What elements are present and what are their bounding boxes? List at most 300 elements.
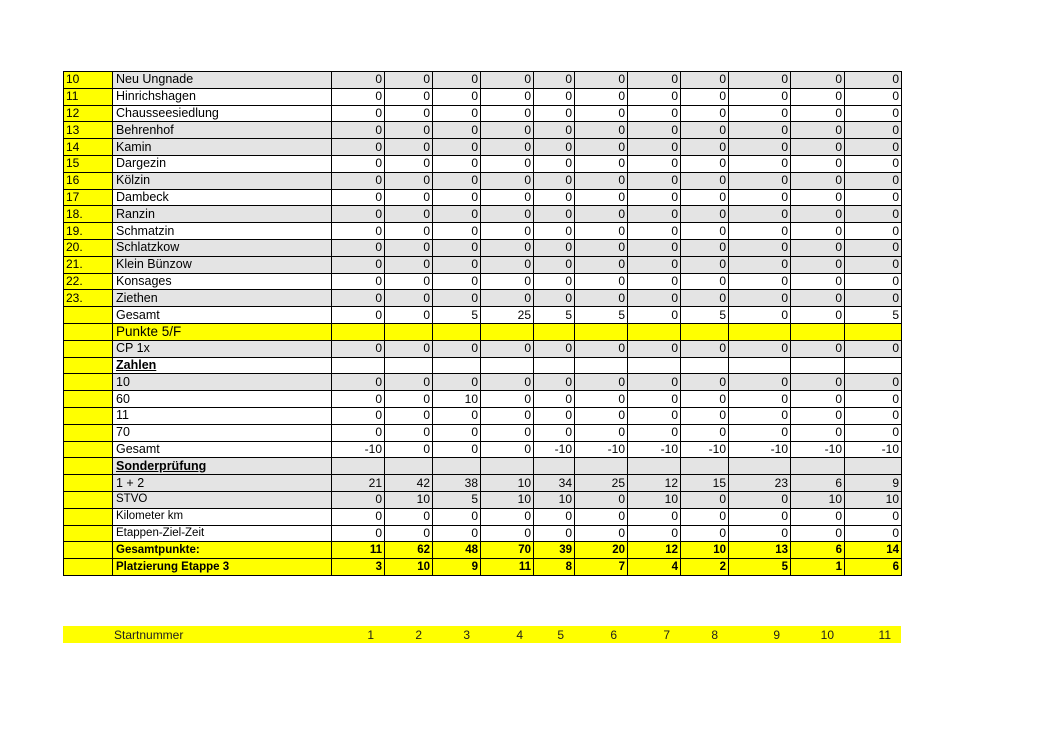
table-row bbox=[64, 491, 902, 508]
value-cell: 0 bbox=[481, 88, 534, 105]
row-label-cell: Klein Bünzow bbox=[113, 256, 332, 273]
table-row bbox=[64, 239, 902, 256]
value-cell: 0 bbox=[791, 72, 845, 89]
value-cell: 6 bbox=[845, 559, 902, 576]
value-cell: 0 bbox=[628, 172, 681, 189]
value-cell: 0 bbox=[628, 105, 681, 122]
value-cell: 0 bbox=[433, 139, 481, 156]
table-row bbox=[64, 223, 902, 240]
value-cell: 0 bbox=[681, 374, 729, 391]
value-cell: 0 bbox=[575, 139, 628, 156]
value-cell: 0 bbox=[575, 491, 628, 508]
value-cell bbox=[729, 458, 791, 475]
value-cell bbox=[534, 357, 575, 374]
value-cell: 0 bbox=[481, 273, 534, 290]
value-cell: 1 bbox=[791, 559, 845, 576]
startnummer-value-cell: 8 bbox=[680, 626, 728, 643]
row-label-cell: Neu Ungnade bbox=[113, 72, 332, 89]
value-cell: 0 bbox=[385, 307, 433, 324]
value-cell: 0 bbox=[729, 122, 791, 139]
table-row bbox=[64, 407, 902, 424]
table-row bbox=[64, 508, 902, 525]
value-cell: 7 bbox=[575, 559, 628, 576]
row-label-cell: Kölzin bbox=[113, 172, 332, 189]
value-cell: 0 bbox=[681, 508, 729, 525]
value-cell: 8 bbox=[534, 559, 575, 576]
value-cell: 0 bbox=[791, 273, 845, 290]
value-cell bbox=[481, 458, 534, 475]
value-cell: 0 bbox=[433, 340, 481, 357]
value-cell: 0 bbox=[481, 105, 534, 122]
startnummer-value-cell: 9 bbox=[728, 626, 790, 643]
startnummer-value-cell: 3 bbox=[432, 626, 480, 643]
value-cell: 0 bbox=[575, 88, 628, 105]
value-cell: -10 bbox=[575, 441, 628, 458]
value-cell: 0 bbox=[385, 206, 433, 223]
value-cell: 0 bbox=[628, 72, 681, 89]
row-label-cell: Kamin bbox=[113, 139, 332, 156]
value-cell: 0 bbox=[332, 88, 385, 105]
value-cell: 12 bbox=[628, 542, 681, 559]
row-label-cell: Gesamtpunkte: bbox=[113, 542, 332, 559]
value-cell: 0 bbox=[332, 424, 385, 441]
value-cell bbox=[433, 357, 481, 374]
value-cell: 0 bbox=[385, 223, 433, 240]
row-label-cell: Behrenhof bbox=[113, 122, 332, 139]
value-cell: 0 bbox=[385, 374, 433, 391]
value-cell: 0 bbox=[791, 374, 845, 391]
value-cell: 0 bbox=[729, 239, 791, 256]
value-cell: 0 bbox=[385, 256, 433, 273]
value-cell: 0 bbox=[628, 189, 681, 206]
value-cell: 0 bbox=[628, 239, 681, 256]
value-cell: 25 bbox=[575, 475, 628, 492]
value-cell: 5 bbox=[681, 307, 729, 324]
value-cell: 25 bbox=[481, 307, 534, 324]
value-cell: 0 bbox=[385, 441, 433, 458]
value-cell: 0 bbox=[628, 223, 681, 240]
value-cell: 0 bbox=[481, 391, 534, 408]
row-label-cell: Sonderprüfung bbox=[113, 458, 332, 475]
value-cell: 0 bbox=[681, 239, 729, 256]
value-cell: 0 bbox=[332, 223, 385, 240]
value-cell: 0 bbox=[575, 206, 628, 223]
value-cell: 0 bbox=[575, 525, 628, 542]
value-cell bbox=[534, 458, 575, 475]
value-cell: 0 bbox=[729, 88, 791, 105]
row-number-cell bbox=[64, 391, 113, 408]
value-cell: 0 bbox=[575, 290, 628, 307]
table-row bbox=[64, 542, 902, 559]
table-row bbox=[64, 391, 902, 408]
value-cell: 10 bbox=[385, 559, 433, 576]
row-label-cell: Schlatzkow bbox=[113, 239, 332, 256]
value-cell: 0 bbox=[729, 172, 791, 189]
value-cell: 0 bbox=[575, 391, 628, 408]
value-cell: 0 bbox=[332, 525, 385, 542]
value-cell bbox=[433, 458, 481, 475]
value-cell: 0 bbox=[729, 290, 791, 307]
value-cell: 0 bbox=[845, 391, 902, 408]
startnummer-value-cell: 7 bbox=[627, 626, 680, 643]
value-cell: 11 bbox=[332, 542, 385, 559]
row-label-cell: Ranzin bbox=[113, 206, 332, 223]
value-cell: 0 bbox=[385, 155, 433, 172]
score-sheet-body bbox=[64, 72, 902, 576]
row-label-cell: 60 bbox=[113, 391, 332, 408]
table-row bbox=[64, 88, 902, 105]
value-cell: 0 bbox=[385, 139, 433, 156]
value-cell: 0 bbox=[791, 424, 845, 441]
table-row bbox=[64, 206, 902, 223]
value-cell: 0 bbox=[534, 256, 575, 273]
value-cell: 0 bbox=[433, 374, 481, 391]
value-cell: 0 bbox=[791, 407, 845, 424]
value-cell: 0 bbox=[332, 290, 385, 307]
value-cell bbox=[332, 458, 385, 475]
value-cell bbox=[385, 357, 433, 374]
table-row bbox=[64, 424, 902, 441]
value-cell: 0 bbox=[534, 72, 575, 89]
value-cell: 6 bbox=[791, 475, 845, 492]
row-label-cell: 1 + 2 bbox=[113, 475, 332, 492]
value-cell: 0 bbox=[628, 155, 681, 172]
value-cell: 0 bbox=[385, 172, 433, 189]
value-cell: 0 bbox=[332, 491, 385, 508]
value-cell: -10 bbox=[332, 441, 385, 458]
value-cell bbox=[534, 323, 575, 340]
value-cell: 0 bbox=[575, 407, 628, 424]
value-cell: 0 bbox=[729, 491, 791, 508]
value-cell: 0 bbox=[729, 223, 791, 240]
value-cell: 0 bbox=[433, 155, 481, 172]
row-number-cell: 20. bbox=[64, 239, 113, 256]
value-cell: 34 bbox=[534, 475, 575, 492]
value-cell: 0 bbox=[845, 525, 902, 542]
value-cell: 0 bbox=[845, 189, 902, 206]
table-row bbox=[64, 374, 902, 391]
value-cell: 5 bbox=[534, 307, 575, 324]
value-cell: 0 bbox=[681, 155, 729, 172]
value-cell: 0 bbox=[481, 407, 534, 424]
value-cell bbox=[628, 357, 681, 374]
value-cell: 0 bbox=[791, 256, 845, 273]
value-cell: 0 bbox=[791, 172, 845, 189]
row-number-cell: 10 bbox=[64, 72, 113, 89]
value-cell: 0 bbox=[681, 72, 729, 89]
value-cell: 0 bbox=[534, 206, 575, 223]
value-cell: -10 bbox=[845, 441, 902, 458]
value-cell: 0 bbox=[575, 508, 628, 525]
value-cell: 0 bbox=[433, 407, 481, 424]
value-cell: 0 bbox=[628, 206, 681, 223]
value-cell: 0 bbox=[433, 223, 481, 240]
startnummer-value-cell: 6 bbox=[574, 626, 627, 643]
value-cell: 0 bbox=[534, 139, 575, 156]
row-number-cell: 18. bbox=[64, 206, 113, 223]
value-cell: 0 bbox=[845, 206, 902, 223]
row-label-cell: Zahlen bbox=[113, 357, 332, 374]
value-cell: 0 bbox=[628, 407, 681, 424]
value-cell: 0 bbox=[729, 391, 791, 408]
value-cell: 0 bbox=[845, 122, 902, 139]
value-cell: 0 bbox=[845, 155, 902, 172]
value-cell: 0 bbox=[575, 239, 628, 256]
value-cell: 10 bbox=[791, 491, 845, 508]
value-cell: 0 bbox=[845, 105, 902, 122]
value-cell: 23 bbox=[729, 475, 791, 492]
value-cell: 5 bbox=[433, 307, 481, 324]
row-number-cell bbox=[64, 323, 113, 340]
value-cell: 0 bbox=[681, 256, 729, 273]
value-cell bbox=[845, 357, 902, 374]
value-cell: -10 bbox=[681, 441, 729, 458]
value-cell: 0 bbox=[481, 122, 534, 139]
value-cell: 0 bbox=[575, 72, 628, 89]
value-cell: 0 bbox=[791, 105, 845, 122]
value-cell: 0 bbox=[481, 340, 534, 357]
value-cell: 0 bbox=[729, 508, 791, 525]
row-number-cell bbox=[64, 559, 113, 576]
value-cell: 0 bbox=[628, 122, 681, 139]
value-cell: 0 bbox=[534, 189, 575, 206]
value-cell: 0 bbox=[729, 105, 791, 122]
value-cell: 0 bbox=[681, 88, 729, 105]
value-cell: 0 bbox=[332, 391, 385, 408]
value-cell: 0 bbox=[332, 172, 385, 189]
value-cell: 0 bbox=[791, 189, 845, 206]
value-cell: 0 bbox=[481, 155, 534, 172]
value-cell: 0 bbox=[332, 139, 385, 156]
value-cell: 0 bbox=[845, 424, 902, 441]
value-cell: 0 bbox=[534, 525, 575, 542]
value-cell: 0 bbox=[845, 407, 902, 424]
startnummer-value-cell: 5 bbox=[533, 626, 574, 643]
value-cell: 0 bbox=[681, 525, 729, 542]
value-cell: 0 bbox=[845, 340, 902, 357]
value-cell: 0 bbox=[681, 290, 729, 307]
row-number-cell: 11 bbox=[64, 88, 113, 105]
value-cell: 0 bbox=[791, 290, 845, 307]
value-cell: 0 bbox=[534, 374, 575, 391]
value-cell: 2 bbox=[681, 559, 729, 576]
table-row bbox=[64, 122, 902, 139]
value-cell: 9 bbox=[433, 559, 481, 576]
value-cell: 9 bbox=[845, 475, 902, 492]
value-cell: 0 bbox=[791, 223, 845, 240]
value-cell: 0 bbox=[332, 374, 385, 391]
value-cell: 0 bbox=[433, 525, 481, 542]
value-cell: 0 bbox=[628, 307, 681, 324]
value-cell: 0 bbox=[433, 290, 481, 307]
table-row bbox=[64, 559, 902, 576]
table-row bbox=[64, 307, 902, 324]
value-cell bbox=[729, 357, 791, 374]
value-cell: 0 bbox=[332, 122, 385, 139]
value-cell: 0 bbox=[534, 223, 575, 240]
table-row bbox=[64, 340, 902, 357]
value-cell: 3 bbox=[332, 559, 385, 576]
value-cell bbox=[681, 357, 729, 374]
table-row bbox=[64, 525, 902, 542]
value-cell bbox=[628, 323, 681, 340]
value-cell: 0 bbox=[791, 239, 845, 256]
value-cell: 0 bbox=[481, 256, 534, 273]
value-cell: 0 bbox=[332, 206, 385, 223]
value-cell: 0 bbox=[534, 391, 575, 408]
value-cell: -10 bbox=[791, 441, 845, 458]
score-sheet-table bbox=[63, 71, 902, 576]
row-number-cell bbox=[64, 441, 113, 458]
value-cell: 0 bbox=[845, 508, 902, 525]
value-cell: 0 bbox=[791, 340, 845, 357]
value-cell: 10 bbox=[481, 491, 534, 508]
row-number-cell: 15 bbox=[64, 155, 113, 172]
table-row bbox=[64, 290, 902, 307]
value-cell: 0 bbox=[845, 172, 902, 189]
startnummer-spacer bbox=[63, 626, 112, 643]
value-cell: 0 bbox=[481, 525, 534, 542]
value-cell: 0 bbox=[575, 340, 628, 357]
startnummer-value-cell: 4 bbox=[480, 626, 533, 643]
startnummer-row bbox=[63, 626, 901, 643]
value-cell bbox=[628, 458, 681, 475]
value-cell: 0 bbox=[791, 391, 845, 408]
value-cell: 0 bbox=[845, 223, 902, 240]
value-cell: 0 bbox=[729, 525, 791, 542]
value-cell: 0 bbox=[845, 374, 902, 391]
row-number-cell bbox=[64, 357, 113, 374]
value-cell: 0 bbox=[681, 491, 729, 508]
value-cell: 0 bbox=[729, 407, 791, 424]
row-number-cell bbox=[64, 340, 113, 357]
value-cell: 0 bbox=[481, 290, 534, 307]
row-number-cell: 19. bbox=[64, 223, 113, 240]
value-cell: 39 bbox=[534, 542, 575, 559]
startnummer-value-cell: 11 bbox=[844, 626, 901, 643]
row-number-cell: 22. bbox=[64, 273, 113, 290]
value-cell: 0 bbox=[791, 88, 845, 105]
table-row bbox=[64, 72, 902, 89]
value-cell: 0 bbox=[534, 88, 575, 105]
value-cell: 0 bbox=[681, 407, 729, 424]
value-cell: 0 bbox=[332, 508, 385, 525]
value-cell: 0 bbox=[681, 391, 729, 408]
value-cell: 0 bbox=[385, 407, 433, 424]
value-cell: 0 bbox=[332, 155, 385, 172]
value-cell: 0 bbox=[575, 122, 628, 139]
value-cell: 10 bbox=[534, 491, 575, 508]
row-label-cell: Dargezin bbox=[113, 155, 332, 172]
row-number-cell bbox=[64, 458, 113, 475]
value-cell: 0 bbox=[534, 508, 575, 525]
value-cell: 0 bbox=[845, 290, 902, 307]
row-label-cell: Gesamt bbox=[113, 441, 332, 458]
table-row bbox=[64, 172, 902, 189]
value-cell: 0 bbox=[628, 290, 681, 307]
value-cell: 0 bbox=[628, 374, 681, 391]
value-cell: 0 bbox=[385, 273, 433, 290]
row-number-cell bbox=[64, 374, 113, 391]
value-cell: 10 bbox=[628, 491, 681, 508]
value-cell: 0 bbox=[628, 256, 681, 273]
table-row bbox=[64, 357, 902, 374]
value-cell: 0 bbox=[385, 122, 433, 139]
value-cell: 0 bbox=[332, 307, 385, 324]
value-cell: 0 bbox=[332, 105, 385, 122]
value-cell: 0 bbox=[385, 290, 433, 307]
value-cell: 0 bbox=[681, 172, 729, 189]
value-cell: 0 bbox=[534, 340, 575, 357]
table-row bbox=[64, 273, 902, 290]
value-cell: 0 bbox=[845, 72, 902, 89]
value-cell: 0 bbox=[433, 508, 481, 525]
value-cell: 0 bbox=[729, 307, 791, 324]
value-cell bbox=[575, 357, 628, 374]
value-cell: 0 bbox=[575, 424, 628, 441]
value-cell: 0 bbox=[681, 122, 729, 139]
value-cell: 0 bbox=[729, 155, 791, 172]
value-cell: -10 bbox=[729, 441, 791, 458]
row-number-cell: 23. bbox=[64, 290, 113, 307]
row-label-cell: Gesamt bbox=[113, 307, 332, 324]
value-cell: 10 bbox=[681, 542, 729, 559]
value-cell: 0 bbox=[845, 88, 902, 105]
value-cell: 0 bbox=[433, 256, 481, 273]
value-cell: 0 bbox=[575, 223, 628, 240]
row-number-cell: 17 bbox=[64, 189, 113, 206]
value-cell: 15 bbox=[681, 475, 729, 492]
value-cell: 0 bbox=[628, 273, 681, 290]
value-cell: 48 bbox=[433, 542, 481, 559]
row-label-cell: 11 bbox=[113, 407, 332, 424]
value-cell: 0 bbox=[628, 88, 681, 105]
table-row bbox=[64, 256, 902, 273]
value-cell: 0 bbox=[729, 374, 791, 391]
value-cell: 0 bbox=[845, 239, 902, 256]
value-cell: 0 bbox=[628, 340, 681, 357]
value-cell: -10 bbox=[534, 441, 575, 458]
value-cell: 0 bbox=[681, 273, 729, 290]
value-cell: 0 bbox=[729, 189, 791, 206]
value-cell: 0 bbox=[845, 139, 902, 156]
value-cell: 0 bbox=[332, 239, 385, 256]
value-cell: 6 bbox=[791, 542, 845, 559]
value-cell: 5 bbox=[575, 307, 628, 324]
value-cell: 0 bbox=[332, 189, 385, 206]
value-cell: 0 bbox=[681, 105, 729, 122]
value-cell: 0 bbox=[433, 105, 481, 122]
value-cell: 0 bbox=[534, 407, 575, 424]
value-cell: 0 bbox=[681, 340, 729, 357]
value-cell: 0 bbox=[534, 122, 575, 139]
value-cell: 62 bbox=[385, 542, 433, 559]
value-cell bbox=[332, 323, 385, 340]
row-number-cell bbox=[64, 508, 113, 525]
table-row bbox=[64, 139, 902, 156]
table-row bbox=[64, 155, 902, 172]
row-label-cell: Chausseesiedlung bbox=[113, 105, 332, 122]
value-cell: 0 bbox=[791, 307, 845, 324]
value-cell: 10 bbox=[385, 491, 433, 508]
startnummer-label: Startnummer bbox=[112, 626, 331, 643]
value-cell: 20 bbox=[575, 542, 628, 559]
row-number-cell bbox=[64, 475, 113, 492]
value-cell: 0 bbox=[481, 239, 534, 256]
value-cell: 0 bbox=[332, 256, 385, 273]
value-cell bbox=[481, 357, 534, 374]
value-cell bbox=[385, 458, 433, 475]
